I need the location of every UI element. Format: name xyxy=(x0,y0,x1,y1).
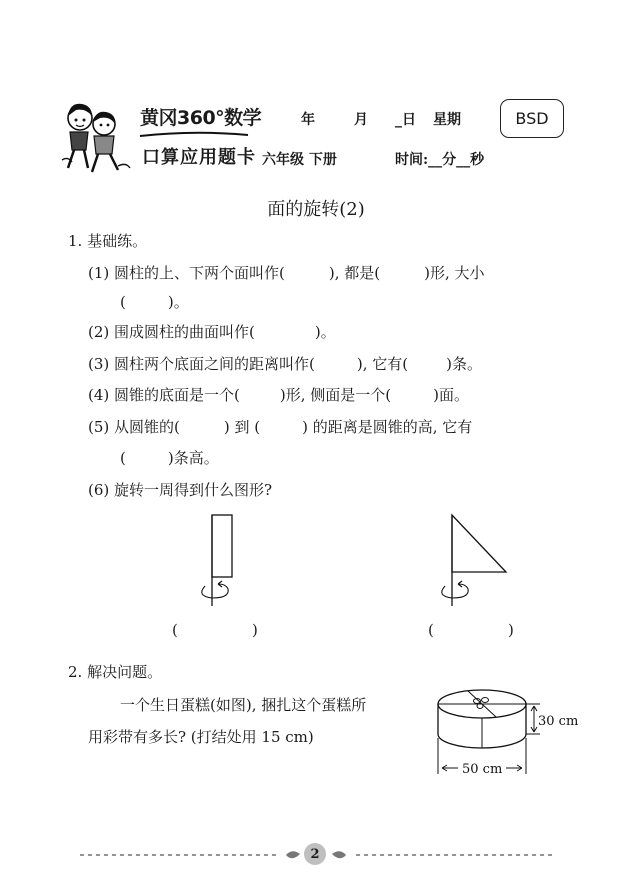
text-segment: (3) 圆柱两个底面之间的距离叫作( xyxy=(88,355,315,373)
answer-paren-close: ) xyxy=(252,621,258,639)
section-2-heading: 2. 解决问题。 xyxy=(68,663,163,681)
text-segment: ), 都是( xyxy=(328,264,381,282)
question-1-line-2 xyxy=(120,291,189,312)
text-segment: )条高。 xyxy=(167,449,219,467)
question-5-line-2 xyxy=(120,447,219,468)
cake-diameter-label: 50 cm xyxy=(462,762,503,777)
text-segment: )条。 xyxy=(446,355,482,373)
problem-text-line-2: 用彩带有多长? (打结处用 15 cm) xyxy=(88,728,314,746)
question-2 xyxy=(88,321,336,342)
text-segment: (1) 圆柱的上、下两个面叫作( xyxy=(88,264,285,282)
text-segment: ) 到 ( xyxy=(223,418,261,436)
text-segment: (5) 从圆锥的( xyxy=(88,418,180,436)
rotating-triangle-figure xyxy=(430,512,512,608)
rotating-rectangle-figure xyxy=(188,512,248,608)
text-segment: )。 xyxy=(314,323,336,341)
date-month: 月 xyxy=(354,112,368,128)
answer-paren-close: ) xyxy=(508,621,514,639)
answer-paren-open: ( xyxy=(172,621,178,639)
text-segment: ( xyxy=(120,449,126,467)
mascot-illustration xyxy=(58,98,138,178)
text-segment: )面。 xyxy=(433,386,469,404)
date-weekday: 星期 xyxy=(433,112,461,128)
problem-text-line-1: 一个生日蛋糕(如图), 捆扎这个蛋糕所 xyxy=(120,696,367,714)
date-day: _日 xyxy=(395,112,416,128)
question-1-line-1 xyxy=(88,262,485,283)
text-segment: )形, 大小 xyxy=(424,264,485,282)
cake-height-label: 30 cm xyxy=(538,714,579,729)
question-4 xyxy=(88,384,469,405)
question-3 xyxy=(88,353,482,374)
answer-paren-open: ( xyxy=(428,621,434,639)
text-segment: (4) 圆锥的底面是一个( xyxy=(88,386,240,404)
text-segment: (2) 围成圆柱的曲面叫作( xyxy=(88,323,255,341)
text-segment: ), 它有( xyxy=(356,355,409,373)
question-5-line-1 xyxy=(88,416,472,437)
text-segment: ) 的距离是圆锥的高, 它有 xyxy=(302,418,473,436)
brand-subtitle: 口算应用题卡 xyxy=(142,147,256,168)
brand-title: 黄冈360°数学 xyxy=(140,107,262,129)
grade-label: 六年级 下册 xyxy=(262,152,337,168)
cake-figure xyxy=(432,684,580,780)
question-6: (6) 旋转一周得到什么图形? xyxy=(88,481,273,499)
brand-swoosh xyxy=(138,131,250,139)
section-1-heading: 1. 基础练。 xyxy=(68,232,148,250)
text-segment: )形, 侧面是一个( xyxy=(279,386,392,404)
date-year: 年 xyxy=(301,112,315,128)
text-segment: )。 xyxy=(167,293,189,311)
time-label: 时间:__分__秒 xyxy=(395,152,485,168)
edition-badge: BSD xyxy=(500,99,564,138)
text-segment: ( xyxy=(120,293,126,311)
page-number: 2 xyxy=(304,843,326,865)
page-title: 面的旋转(2) xyxy=(267,199,365,220)
